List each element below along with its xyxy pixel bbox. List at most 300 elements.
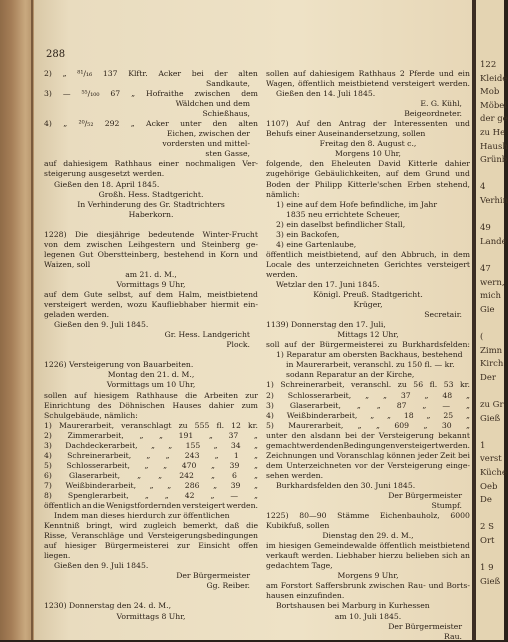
text-line	[44, 451, 258, 461]
word: vor	[354, 460, 368, 470]
text-line	[266, 240, 470, 250]
word: und	[243, 249, 258, 259]
text-line	[44, 601, 258, 611]
text-line	[44, 250, 258, 260]
word: „	[254, 490, 258, 500]
text-line	[44, 300, 258, 310]
word: meistbietend	[419, 541, 470, 551]
word: ein	[457, 69, 470, 78]
word: versteigert	[182, 501, 226, 511]
word: 137	[102, 69, 118, 78]
text-line	[44, 230, 258, 240]
word: hiermit	[210, 300, 240, 310]
word: Saffersbrunk	[315, 581, 366, 591]
word: sollen	[266, 69, 289, 78]
text-line	[266, 350, 470, 360]
text-line	[266, 370, 470, 380]
text-line	[266, 129, 470, 139]
word: 2)	[44, 430, 52, 440]
word: Hofraithe	[146, 89, 184, 99]
word: Stämme	[337, 511, 370, 521]
text-line	[44, 210, 258, 220]
word: Versteigerungsbedingungen	[147, 531, 258, 541]
next-page-fragment: De	[480, 495, 492, 506]
word: „	[63, 119, 68, 129]
word: auf	[284, 340, 297, 350]
word: meistbietend	[338, 79, 389, 89]
word: zu	[178, 420, 188, 430]
text-line	[44, 89, 258, 99]
word: 3)	[44, 440, 52, 450]
word: von	[44, 239, 58, 249]
word: der	[296, 179, 310, 189]
word: Acker	[146, 119, 169, 129]
word: Risse,	[44, 531, 68, 541]
word: und	[319, 450, 335, 460]
text-line	[266, 330, 470, 340]
word: „	[165, 450, 170, 460]
text-line	[266, 220, 470, 230]
text-line	[44, 180, 258, 190]
line-text: Morgens 10 Uhr,	[335, 149, 401, 159]
next-page-fragment: Gieß	[480, 413, 501, 424]
text-line	[44, 481, 258, 491]
word: hiesiger	[64, 541, 97, 551]
line-text: 1) Reparatur am obersten Backhaus, bestehend	[276, 350, 463, 360]
text-line	[266, 149, 470, 159]
line-text: 1835 neu errichtete Scheuer,	[286, 209, 401, 219]
word: dem	[403, 169, 421, 179]
word: Kenntniß	[44, 521, 80, 531]
text-line	[266, 210, 470, 220]
line-text: Montag den 21. d. M.,	[107, 370, 195, 380]
text-line	[44, 571, 258, 581]
next-page-fragment: mich	[480, 291, 502, 302]
word: offen	[238, 541, 258, 551]
word: Maurerarbeit,	[288, 420, 344, 430]
text-line	[266, 139, 470, 149]
text-line	[44, 491, 258, 501]
next-page-fragment: verst	[480, 454, 502, 465]
word: „	[423, 420, 428, 430]
word: alten	[238, 119, 258, 129]
text-line	[44, 129, 258, 139]
word: 2)	[266, 390, 274, 400]
text-line	[44, 551, 258, 561]
line-text: sodann Reparatur an der Kirche,	[286, 370, 415, 380]
word: 37	[400, 390, 411, 400]
next-page-fragment: Küche	[480, 468, 507, 478]
word: auf	[44, 159, 57, 169]
text-line	[44, 401, 258, 411]
word: dem	[61, 290, 79, 300]
word: Abbruch,	[401, 249, 437, 259]
line-text: 2) ein daselbst befindlicher Stall,	[276, 219, 406, 229]
word: „	[365, 390, 370, 400]
next-page-fragment: zu Gr	[480, 400, 504, 410]
word: daß	[224, 521, 240, 531]
text-line	[266, 180, 470, 190]
word: soll	[266, 340, 280, 350]
text-line	[44, 280, 258, 290]
line-text: Behufs einer Auseinandersetzung, sollen	[266, 129, 426, 139]
text-line	[266, 551, 470, 561]
next-page-fragment: wern,	[480, 277, 505, 288]
word: bringt,	[86, 521, 113, 531]
line-text: 1139) Donnerstag den 17. Juli,	[266, 320, 386, 330]
word: den	[382, 249, 397, 259]
line-text: Gr. Hess. Landgericht	[164, 330, 250, 340]
word: Schreinerarbeit,	[67, 450, 132, 460]
word: kr.	[248, 420, 258, 430]
text-line	[266, 200, 470, 210]
text-line	[44, 149, 258, 159]
next-page-fragment: Lande	[480, 236, 507, 247]
word: Eichenbauholz,	[379, 511, 440, 521]
line-text: Gießen den 14. Juli 1845.	[276, 89, 376, 99]
word: „	[465, 410, 470, 420]
text-line	[44, 159, 258, 169]
line-text: steigerung ausgesetzt werden.	[44, 169, 165, 179]
word: Gebäulichkeiten,	[314, 169, 381, 179]
word: Philipp	[314, 179, 343, 189]
text-line	[44, 79, 258, 89]
word: bemerkt,	[182, 521, 219, 531]
text-line	[44, 591, 258, 601]
word: „	[254, 480, 258, 490]
text-line	[266, 280, 470, 290]
word: Versteigerung	[378, 430, 434, 440]
text-line	[266, 99, 470, 109]
word: Bürgermeisterei	[104, 541, 169, 551]
word: belieben	[405, 551, 440, 561]
word: „	[139, 430, 144, 440]
word: Rathhaus	[358, 69, 396, 78]
text-line	[266, 190, 470, 200]
text-line	[44, 501, 258, 511]
word: Auf	[296, 119, 310, 129]
text-line	[266, 391, 470, 401]
line-text: 4) eine Gartenlaube,	[276, 239, 357, 249]
word: dem	[453, 249, 470, 259]
word: unter	[180, 119, 202, 129]
word: zwischen	[368, 581, 405, 591]
line-text: hausen einzufinden.	[266, 591, 345, 601]
word: Arbeiten	[204, 390, 239, 400]
line-text: sehen werden.	[266, 470, 324, 480]
line-text: in Maurerarbeit, veranschl. zu 150 fl. — kr.	[286, 360, 455, 370]
line-text: Schulgebäude, nämlich:	[44, 410, 138, 420]
word: bei	[457, 450, 470, 460]
word: Gerichtes	[384, 259, 422, 269]
word: auf	[385, 169, 399, 179]
text-line	[266, 320, 470, 330]
word: Oberstteinberg,	[97, 249, 160, 259]
word: an	[460, 551, 470, 561]
word: an	[82, 501, 92, 511]
word: können	[386, 450, 416, 460]
word: 1228)	[44, 229, 67, 239]
word: Leihgestern	[128, 239, 175, 249]
word: 39	[230, 480, 241, 490]
word: bei	[191, 69, 204, 78]
word: dahiesigem	[63, 159, 108, 169]
word: Einrichtung	[44, 400, 91, 410]
word: 3)	[44, 89, 52, 99]
word: „	[422, 400, 427, 410]
word: der	[370, 460, 384, 470]
word: und	[455, 169, 470, 179]
text-line	[266, 471, 470, 481]
word: 53	[443, 380, 454, 390]
word: Schlosserarbeit,	[66, 460, 130, 470]
line-text: Königl. Preuß. Stadtgericht.	[313, 290, 423, 300]
word: werden.	[301, 551, 334, 561]
line-text: am 21. d. M.,	[125, 269, 177, 279]
word: Bedingungen	[343, 440, 396, 450]
word: „	[137, 470, 142, 480]
word: Klftr.	[128, 69, 148, 78]
word: und	[438, 69, 454, 78]
text-line	[266, 431, 470, 441]
next-page-fragment: Gieß	[480, 576, 501, 587]
word: Voranschlag	[336, 450, 385, 460]
word: 87	[396, 400, 407, 410]
line-text: Gießen den 9. Juli 1845.	[54, 320, 149, 330]
text-line	[266, 290, 470, 300]
line-text: Gießen den 18. April 1845.	[54, 179, 160, 189]
word: 37	[228, 430, 239, 440]
word: versteigert	[395, 440, 439, 450]
word: Zeit	[440, 450, 456, 460]
text-line	[266, 250, 470, 260]
word: des	[97, 400, 112, 410]
word: Unterzeichneten	[286, 460, 352, 470]
line-text: Vormittags 8 Uhr,	[116, 611, 186, 621]
word: Acker	[158, 69, 182, 78]
word: dahier	[444, 159, 470, 169]
line-text: In Verhinderung des Gr. Stadtrichters	[77, 199, 225, 209]
word: 6000	[450, 511, 470, 521]
word: „	[254, 440, 258, 450]
left-column	[44, 69, 258, 622]
word: „	[357, 420, 362, 430]
word: 7)	[44, 480, 52, 490]
word: „	[214, 450, 219, 460]
word: ⁸¹/₁₆	[77, 69, 93, 78]
next-page-fragment: 2 S	[480, 522, 494, 533]
text-line	[44, 240, 258, 250]
text-line	[266, 561, 470, 571]
word: 1)	[44, 420, 52, 430]
word: jeder	[417, 450, 438, 460]
text-line	[44, 190, 258, 200]
text-line	[266, 501, 470, 511]
word: „	[253, 430, 258, 440]
word: und	[455, 119, 470, 129]
next-page-fragment: Ort	[480, 536, 495, 546]
next-page-fragment: 49	[480, 223, 491, 234]
text-line	[266, 89, 470, 99]
word: fl.	[429, 380, 438, 390]
text-line	[266, 300, 470, 310]
word: „	[208, 430, 213, 440]
word: versteigert	[427, 259, 470, 269]
word: fl.	[216, 420, 225, 430]
word: 470	[181, 460, 197, 470]
line-text: geladen werden.	[44, 310, 110, 320]
word: Korn	[220, 249, 239, 259]
word: zu	[397, 380, 407, 390]
line-text: Freitag den 8. August c.,	[319, 139, 417, 149]
word: selbst,	[107, 290, 134, 300]
word: Kaufliebhaber	[151, 300, 207, 310]
text-line	[266, 441, 470, 451]
word: 191	[178, 430, 194, 440]
word: zugleich	[143, 521, 177, 531]
line-text: vordersten und mittel-	[162, 139, 250, 149]
word: 6)	[44, 470, 52, 480]
word: „	[62, 69, 67, 78]
page-number: 288	[46, 49, 66, 60]
word: am	[266, 581, 278, 591]
line-text: gedachtem Tage,	[266, 561, 333, 571]
word: sich	[442, 551, 458, 561]
next-page-fragment: Grünb	[480, 155, 508, 166]
text-line	[44, 220, 258, 230]
word: in	[208, 249, 216, 259]
word: veranschlagt	[121, 420, 172, 430]
text-line	[44, 99, 258, 109]
text-line	[266, 571, 470, 581]
word: Rathhause	[136, 390, 178, 400]
word: in	[441, 249, 449, 259]
word: „	[144, 490, 149, 500]
word: auf	[293, 69, 306, 78]
word: 243	[184, 450, 200, 460]
line-text: Kubikfuß, sollen	[266, 521, 330, 531]
word: versteigert	[44, 300, 87, 310]
word: 4)	[44, 450, 52, 460]
text-line	[266, 531, 470, 541]
word: „	[159, 430, 164, 440]
line-text: 1226) Versteigerung von Bauarbeiten.	[44, 360, 194, 370]
word: 80—90	[299, 511, 327, 521]
line-text: werden.	[266, 269, 298, 279]
word: 286	[184, 480, 200, 490]
line-text: Bortshausen bei Marburg in Kurhessen	[276, 601, 430, 611]
word: „	[387, 410, 392, 420]
line-text: Morgens 9 Uhr,	[337, 571, 399, 581]
word: Bürgermeisterei	[319, 340, 384, 350]
word: Pferde	[408, 69, 435, 78]
text-line	[266, 612, 470, 622]
word: 42	[184, 490, 195, 500]
word: Veranschläge	[71, 531, 124, 541]
word: veranschl.	[351, 380, 392, 390]
text-line	[266, 310, 470, 320]
word: öffentlich	[44, 501, 81, 511]
word: „	[150, 440, 155, 450]
word: auf	[44, 541, 57, 551]
text-line	[44, 310, 258, 320]
text-line	[44, 391, 258, 401]
word: „	[131, 89, 136, 99]
word: Wagen,	[266, 79, 295, 89]
word: „	[466, 390, 470, 400]
text-line	[44, 561, 258, 571]
word: „	[144, 460, 149, 470]
word: zur	[177, 541, 190, 551]
word: werden,	[91, 300, 123, 310]
word: öffentlich	[297, 79, 335, 89]
word: „	[210, 470, 215, 480]
text-line	[266, 230, 470, 240]
next-page-fragment: Der	[480, 372, 496, 383]
text-line	[266, 481, 470, 491]
line-text: Stumpf.	[431, 501, 462, 511]
word: ⁵⁵/₁₀₀	[81, 89, 100, 99]
word: bei	[345, 430, 357, 440]
text-line	[44, 612, 258, 622]
word: meistbietend	[207, 290, 258, 300]
word: „	[376, 400, 381, 410]
text-line	[44, 511, 258, 521]
word: ²⁰/₅₂	[78, 119, 94, 129]
word: zur	[245, 390, 258, 400]
line-text: liegen.	[44, 551, 71, 561]
word: 18	[403, 410, 414, 420]
word: unter	[266, 430, 288, 440]
word: Burkhardsfelden:	[402, 340, 470, 350]
word: Gute	[83, 290, 103, 300]
word: der	[373, 119, 387, 129]
word: die	[185, 390, 198, 400]
text-line	[266, 491, 470, 501]
word: Versteigerung	[387, 460, 443, 470]
word: Glaserarbeit,	[68, 470, 121, 480]
word: „	[146, 450, 151, 460]
text-line	[44, 320, 258, 330]
word: 5)	[44, 460, 52, 470]
word: nochmaligen	[185, 159, 236, 169]
word: und	[428, 581, 444, 591]
text-line	[44, 581, 258, 591]
word: gemacht	[266, 440, 300, 450]
word: alsdann	[310, 430, 341, 440]
text-line	[266, 411, 470, 421]
word: 2	[399, 69, 405, 78]
text-line	[44, 360, 258, 370]
word: 67	[110, 89, 121, 99]
word: Weißbinderarbeit,	[286, 410, 358, 420]
next-page-edge	[476, 0, 508, 640]
word: 1	[233, 450, 239, 460]
text-line	[266, 622, 470, 632]
word: 30	[441, 420, 452, 430]
word: dahier	[208, 400, 234, 410]
word: Halm,	[178, 290, 202, 300]
line-text: Großh. Hess. Stadtgericht.	[98, 189, 204, 199]
line-text: 1230) Donnerstag den 24. d. M.,	[44, 601, 172, 611]
word: 12	[231, 420, 241, 430]
word: und	[180, 239, 196, 249]
word: bestehend	[163, 249, 205, 259]
word: 242	[179, 470, 194, 480]
word: 1)	[266, 380, 274, 390]
line-text: Der Bürgermeister	[388, 621, 462, 631]
next-page-fragment: Kirch	[480, 359, 504, 370]
